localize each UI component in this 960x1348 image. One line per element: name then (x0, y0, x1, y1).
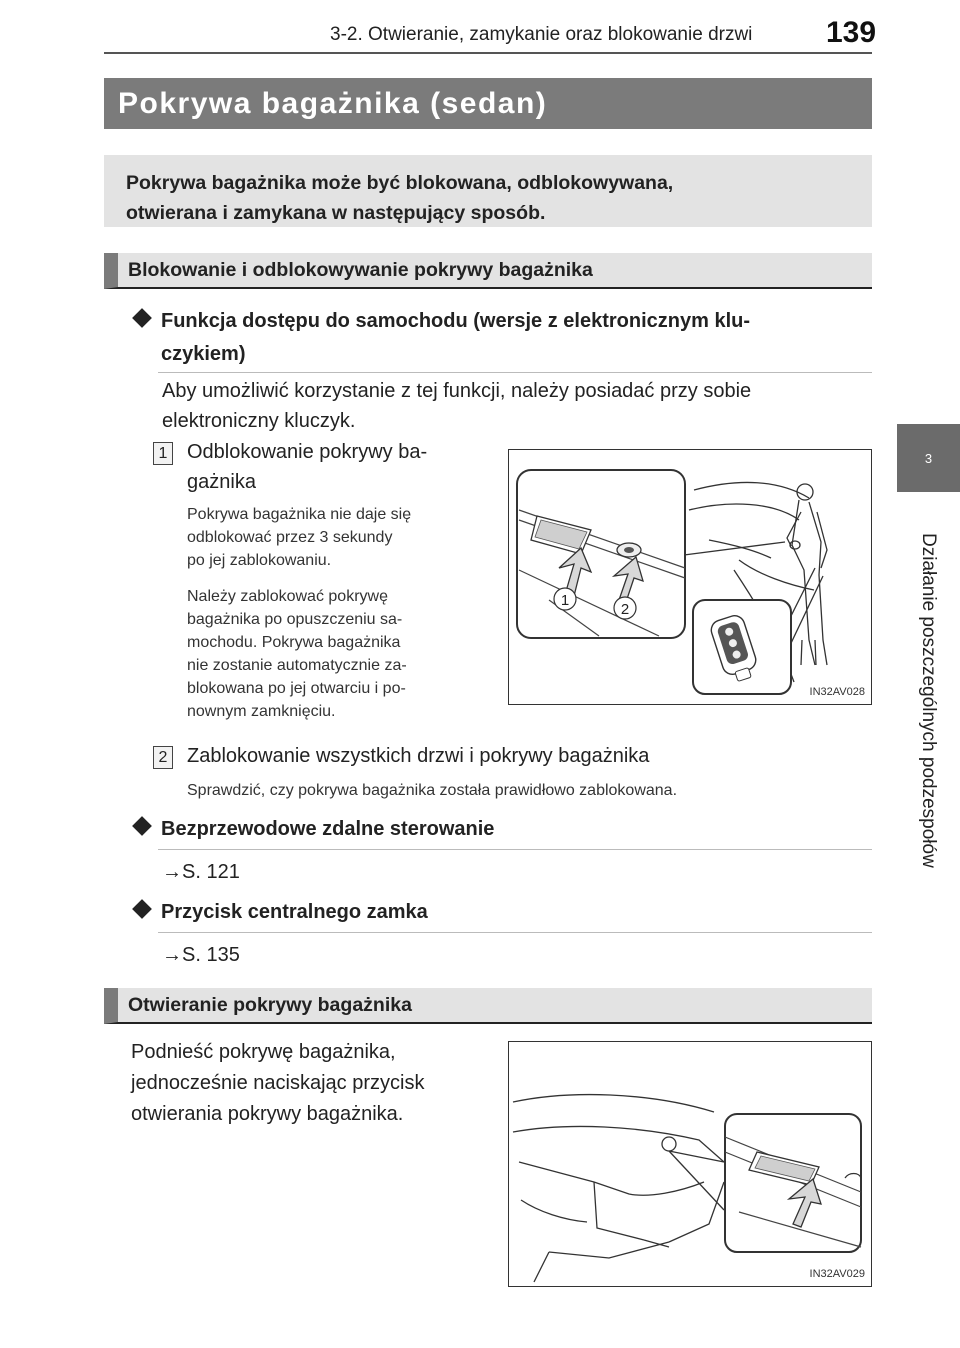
opening-description (131, 1037, 489, 1130)
step-1-note-1 (187, 503, 489, 572)
central-lock-page-ref[interactable]: →S. 135 (162, 944, 240, 966)
step-1-note-2-line4: nie zostanie automatycznie za- (187, 657, 407, 674)
figure-trunk-open (508, 1041, 872, 1287)
step-1-note-2-line2: bagażnika po opuszczeniu sa- (187, 611, 403, 628)
step-1-title (187, 437, 489, 497)
diamond-bullet-icon (132, 308, 152, 328)
subheading-rule (158, 849, 872, 850)
header-section-title: 3-2. Otwieranie, zamykanie oraz blokowanie drzwi (330, 24, 753, 45)
subheading-smart-access-line2: czykiem) (161, 343, 246, 365)
step-1-note-2-line5: blokowana po jej otwarciu i po- (187, 680, 406, 697)
callout-1-label: 1 (560, 592, 570, 609)
subheading-rule (158, 372, 872, 373)
step-1-title-line1: Odblokowanie pokrywy ba- (187, 441, 428, 463)
intro-line-2: otwierana i zamykana w następujący sposób. (126, 202, 546, 224)
trunk-unlock-illustration (509, 450, 872, 705)
opening-text-line3: otwierania pokrywy bagażnika. (131, 1103, 404, 1125)
section-heading-opening-text: Otwieranie pokrywy bagażnika (128, 993, 412, 1016)
step-1-badge: 1 (153, 442, 173, 465)
intro-box (104, 155, 872, 227)
page-title (104, 78, 872, 129)
subheading-wireless (131, 813, 494, 846)
step-1-note-1-line3: po jej zablokowaniu. (187, 552, 332, 569)
wireless-page-ref[interactable]: →S. 121 (162, 861, 240, 883)
figure-2-code: IN32AV029 (809, 1268, 865, 1280)
diamond-bullet-icon (132, 816, 152, 836)
subheading-smart-access (131, 305, 871, 371)
page-title-text: Pokrywa bagażnika (sedan) (118, 86, 548, 120)
opening-text-line2: jednocześnie naciskając przycisk (131, 1072, 425, 1094)
page-number: 139 (826, 16, 877, 49)
smart-access-text-line2: elektroniczny kluczyk. (162, 410, 356, 432)
section-heading-locking-text: Blokowanie i odblokowywanie pokrywy bagażnika (128, 258, 593, 281)
step-2-title: Zablokowanie wszystkich drzwi i pokrywy bagażnika (187, 745, 650, 767)
callout-2-label: 2 (620, 601, 630, 618)
chapter-title: Działanie poszczególnych podzespołów (918, 532, 939, 868)
step-1-title-line2: gażnika (187, 471, 256, 493)
step-1-note-2-line6: nownym zamknięciu. (187, 703, 336, 720)
section-heading-opening (104, 988, 872, 1024)
smart-access-description (162, 376, 872, 436)
step-1-note-1-line1: Pokrywa bagażnika nie daje się (187, 506, 412, 523)
smart-access-text-line1: Aby umożliwić korzystanie z tej funkcji, należy posiadać przy sobie (162, 380, 752, 402)
section-heading-locking (104, 253, 872, 289)
chapter-tab (897, 424, 960, 492)
header-rule (104, 52, 872, 54)
subheading-central-lock-text: Przycisk centralnego zamka (161, 901, 428, 923)
step-2-badge: 2 (153, 746, 173, 769)
subheading-central-lock (131, 896, 428, 929)
chapter-title-vertical (878, 505, 960, 895)
subheading-smart-access-line1: Funkcja dostępu do samochodu (wersje z elektronicznym klu- (161, 310, 751, 332)
intro-line-1: Pokrywa bagażnika może być blokowana, odblokowywana, (126, 172, 674, 194)
opening-text-line1: Podnieść pokrywę bagażnika, (131, 1041, 396, 1063)
diamond-bullet-icon (132, 899, 152, 919)
trunk-open-illustration (509, 1042, 872, 1287)
step-1-note-2-line1: Należy zablokować pokrywę (187, 588, 388, 605)
figure-trunk-unlock (508, 449, 872, 705)
step-1-note-2 (187, 585, 489, 723)
chapter-number: 3 (924, 450, 933, 466)
subheading-rule (158, 932, 872, 933)
figure-1-code: IN32AV028 (809, 686, 865, 698)
step-2-note: Sprawdzić, czy pokrywa bagażnika została prawidłowo zablokowana. (187, 782, 678, 799)
step-1-note-2-line3: mochodu. Pokrywa bagażnika (187, 634, 401, 651)
step-1-note-1-line2: odblokować przez 3 sekundy (187, 529, 393, 546)
subheading-wireless-text: Bezprzewodowe zdalne sterowanie (161, 818, 495, 840)
